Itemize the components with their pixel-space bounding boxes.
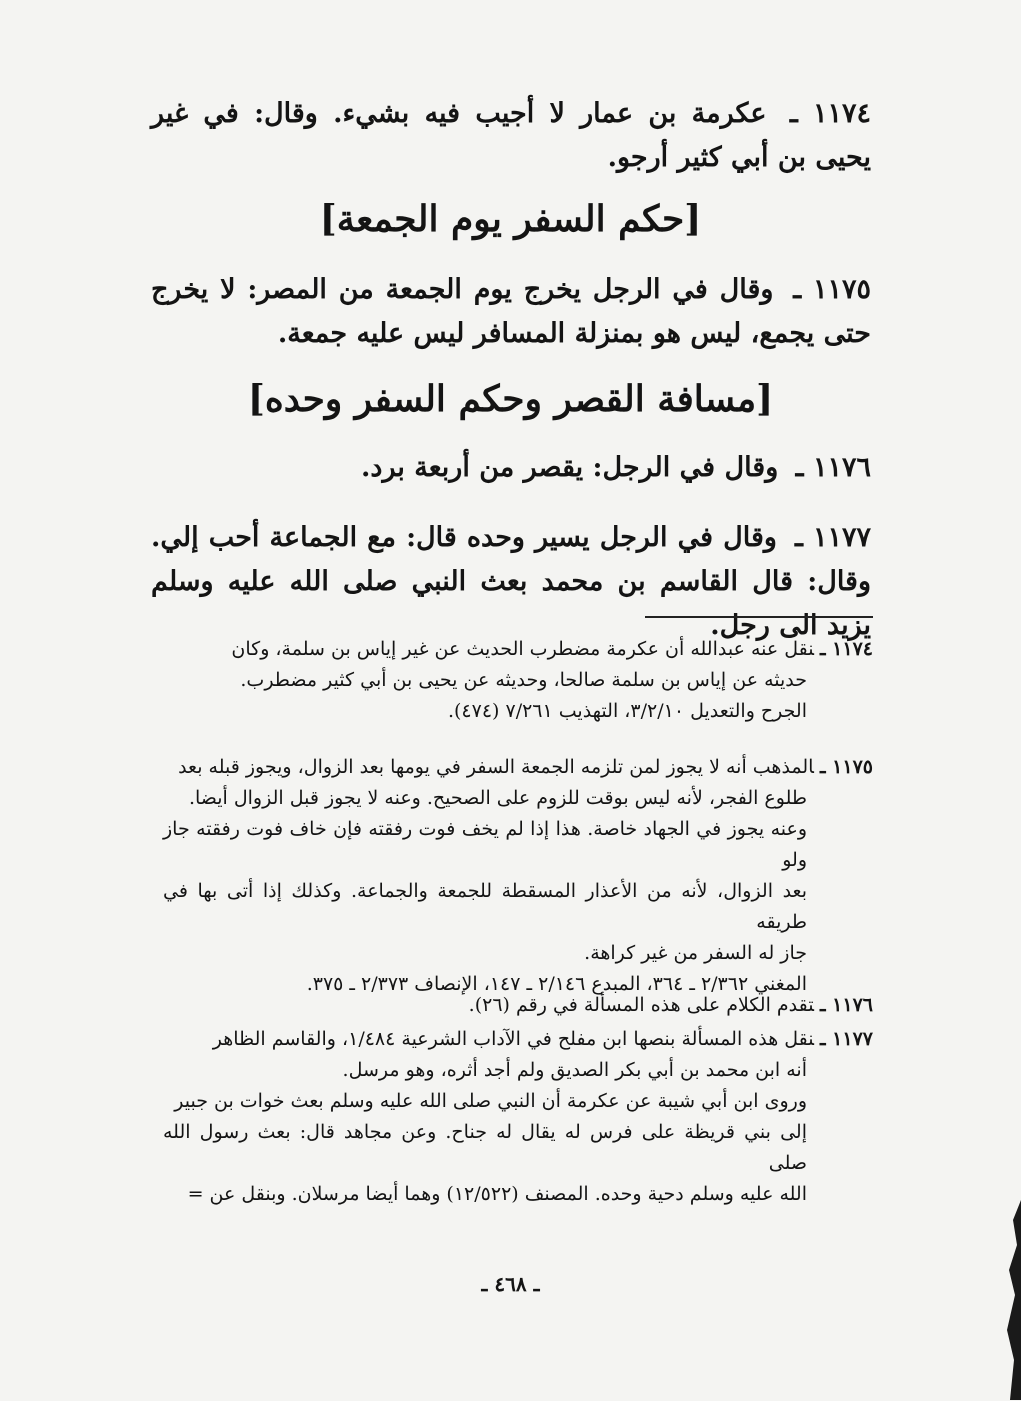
footnote-line: الله عليه وسلم دحية وحده. المصنف (١٢/٥٢٢) وهما أيضا مرسلان. وبنقل عن = xyxy=(187,1183,807,1205)
page-number: ـ ٤٦٨ ـ xyxy=(481,1272,540,1296)
footnote-number: ١١٧٧ ـ xyxy=(819,1028,873,1050)
footnote-line: نقل عنه عبدالله أن عكرمة مضطرب الحديث عن غير إياس بن سلمة، وكان xyxy=(231,638,814,660)
entry-1177 xyxy=(151,516,871,648)
footnote-source: الجرح والتعديل ٣/٢/١٠، التهذيب ٧/٢٦١ (٤٧٤). xyxy=(447,700,807,722)
footnote-line: حديثه عن إياس بن سلمة صالحا، وحديثه عن يحيى بن أبي كثير مضطرب. xyxy=(240,669,807,691)
footnote-separator xyxy=(645,616,873,618)
footnote-line: نقل هذه المسألة بنصها ابن مفلح في الآداب الشرعية ١/٤٨٤، والقاسم الظاهر xyxy=(212,1028,814,1050)
entry-number: ١١٧٥ ـ xyxy=(793,274,871,305)
entry-text: وقال في الرجل يسير وحده قال: مع الجماعة أحب إلي. وقال: قال القاسم بن محمد بعث النبي صلى الله عليه وسلم يزيد الى رجل. xyxy=(151,522,871,641)
footnote-1174 xyxy=(163,634,873,727)
entry-number: ١١٧٧ ـ xyxy=(794,522,871,553)
entry-1176 xyxy=(151,446,871,490)
entry-number: ١١٧٦ ـ xyxy=(795,452,871,483)
footnote-number: ١١٧٥ ـ xyxy=(819,756,873,778)
entry-1174 xyxy=(151,92,871,180)
footnote-1176 xyxy=(163,990,873,1021)
footnote-line: إلى بني قريظة على فرس له يقال له جناح. وعن مجاهد قال: بعث رسول الله صلى xyxy=(163,1121,807,1174)
section-heading-shortening-distance: [مسافة القصر وحكم السفر وحده] xyxy=(247,378,774,420)
entry-1175 xyxy=(151,268,871,356)
footnote-1177 xyxy=(163,1024,873,1210)
footnote-line: أنه ابن محمد بن أبي بكر الصديق ولم أجد أثره، وهو مرسل. xyxy=(342,1059,807,1081)
section-heading-friday-travel: [حكم السفر يوم الجمعة] xyxy=(319,198,702,240)
entry-text: وقال في الرجل: يقصر من أربعة برد. xyxy=(361,452,779,483)
footnote-1175 xyxy=(163,752,873,1000)
footnote-line: المذهب أنه لا يجوز لمن تلزمه الجمعة السفر في يومها بعد الزوال، ويجوز قبله بعد xyxy=(178,756,814,778)
footnote-line: جاز له السفر من غير كراهة. xyxy=(584,942,807,964)
footnote-source: المغني ٢/٣٦٢ ـ ٣٦٤، المبدع ٢/١٤٦ ـ ١٤٧، الإنصاف ٢/٣٧٣ ـ ٣٧٥. xyxy=(306,973,807,995)
footnote-line: وروى ابن أبي شيبة عن عكرمة أن النبي صلى الله عليه وسلم بعث خوات بن جبير xyxy=(174,1090,807,1112)
footnote-number: ١١٧٤ ـ xyxy=(819,638,873,660)
footnote-line: طلوع الفجر، لأنه ليس بوقت للزوم على الصحيح. وعنه لا يجوز قبل الزوال أيضا. xyxy=(188,787,807,809)
footnote-line: تقدم الكلام على هذه المسألة في رقم (٢٦). xyxy=(468,994,814,1016)
entry-text: وقال في الرجل يخرج يوم الجمعة من المصر: لا يخرج حتى يجمع، ليس هو بمنزلة المسافر ليس عليه جمعة. xyxy=(151,274,871,349)
entry-text: عكرمة بن عمار لا أجيب فيه بشيء. وقال: في غير يحيى بن أبي كثير أرجو. xyxy=(151,98,871,173)
torn-edge-mark xyxy=(999,1200,1021,1400)
footnote-line: بعد الزوال، لأنه من الأعذار المسقطة للجمعة والجماعة. وكذلك إذا أتى بها في طريقه xyxy=(163,880,807,933)
entry-number: ١١٧٤ ـ xyxy=(789,98,871,129)
footnote-number: ١١٧٦ ـ xyxy=(819,994,873,1016)
footnote-line: وعنه يجوز في الجهاد خاصة. هذا إذا لم يخف فوت رفقته فإن خاف فوت رفقته جاز ولو xyxy=(163,818,807,871)
